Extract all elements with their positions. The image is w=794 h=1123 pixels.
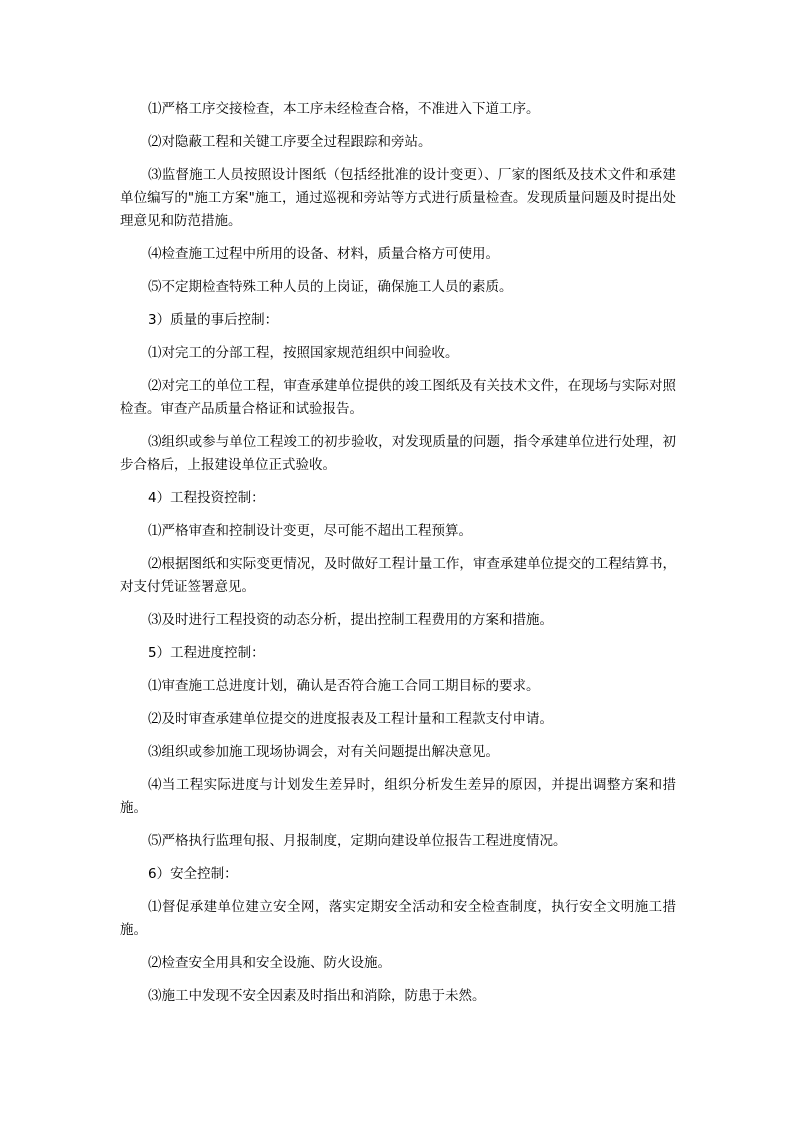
paragraph-19: ⑸严格执行监理旬报、月报制度，定期向建设单位报告工程进度情况。 xyxy=(148,833,567,849)
paragraph-18: ⑷当工程实际进度与计划发生差异时，组织分析发生差异的原因，并提出调整方案和措施。 xyxy=(120,777,676,816)
paragraph-17: ⑶组织或参加施工现场协调会，对有关问题提出解决意见。 xyxy=(148,744,499,760)
paragraph-9: ⑶组织或参与单位工程竣工的初步验收，对发现质量的问题，指令承建单位进行处理，初步合格后，上报建设单位正式验收。 xyxy=(120,434,676,473)
section-heading-investment-control: 4）工程投资控制： xyxy=(148,490,265,506)
section-heading-safety-control: 6）安全控制： xyxy=(148,866,238,882)
paragraph-16: ⑵及时审查承建单位提交的进度报表及工程计量和工程款支付申请。 xyxy=(148,711,553,727)
paragraph-8: ⑵对完工的单位工程，审查承建单位提供的竣工图纸及有关技术文件，在现场与实际对照检查。审查产品质量合格证和试验报告。 xyxy=(120,378,676,417)
paragraph-13: ⑶及时进行工程投资的动态分析，提出控制工程费用的方案和措施。 xyxy=(148,612,553,628)
paragraph-1: ⑴严格工序交接检查，本工序未经检查合格，不准进入下道工序。 xyxy=(148,101,540,117)
paragraph-4: ⑷检查施工过程中所用的设备、材料，质量合格方可使用。 xyxy=(148,246,499,262)
paragraph-12: ⑵根据图纸和实际变更情况，及时做好工程计量工作，审查承建单位提交的工程结算书，对支付凭证签署意见。 xyxy=(120,556,676,595)
paragraph-23: ⑶施工中发现不安全因素及时指出和消除，防患于未然。 xyxy=(148,988,486,1004)
paragraph-7: ⑴对完工的分部工程，按照国家规范组织中间验收。 xyxy=(148,345,459,361)
paragraph-5: ⑸不定期检查特殊工种人员的上岗证，确保施工人员的素质。 xyxy=(148,279,513,295)
document-body xyxy=(120,98,676,1018)
paragraph-3: ⑶监督施工人员按照设计图纸（包括经批准的设计变更）、厂家的图纸及技术文件和承建单位编写的"施工方案"施工，通过巡视和旁站等方式进行质量检查。发现质量问题及时提出处理意见和防范措施。 xyxy=(120,167,676,229)
paragraph-22: ⑵检查安全用具和安全设施、防火设施。 xyxy=(148,955,391,971)
paragraph-11: ⑴严格审查和控制设计变更，尽可能不超出工程预算。 xyxy=(148,523,472,539)
paragraph-2: ⑵对隐蔽工程和关键工序要全过程跟踪和旁站。 xyxy=(148,134,432,150)
section-heading-schedule-control: 5）工程进度控制： xyxy=(148,645,265,661)
paragraph-21: ⑴督促承建单位建立安全网，落实定期安全活动和安全检查制度，执行安全文明施工措施。 xyxy=(120,899,676,938)
paragraph-15: ⑴审查施工总进度计划，确认是否符合施工合同工期目标的要求。 xyxy=(148,678,540,694)
section-heading-quality-post-control: 3）质量的事后控制： xyxy=(148,312,279,328)
